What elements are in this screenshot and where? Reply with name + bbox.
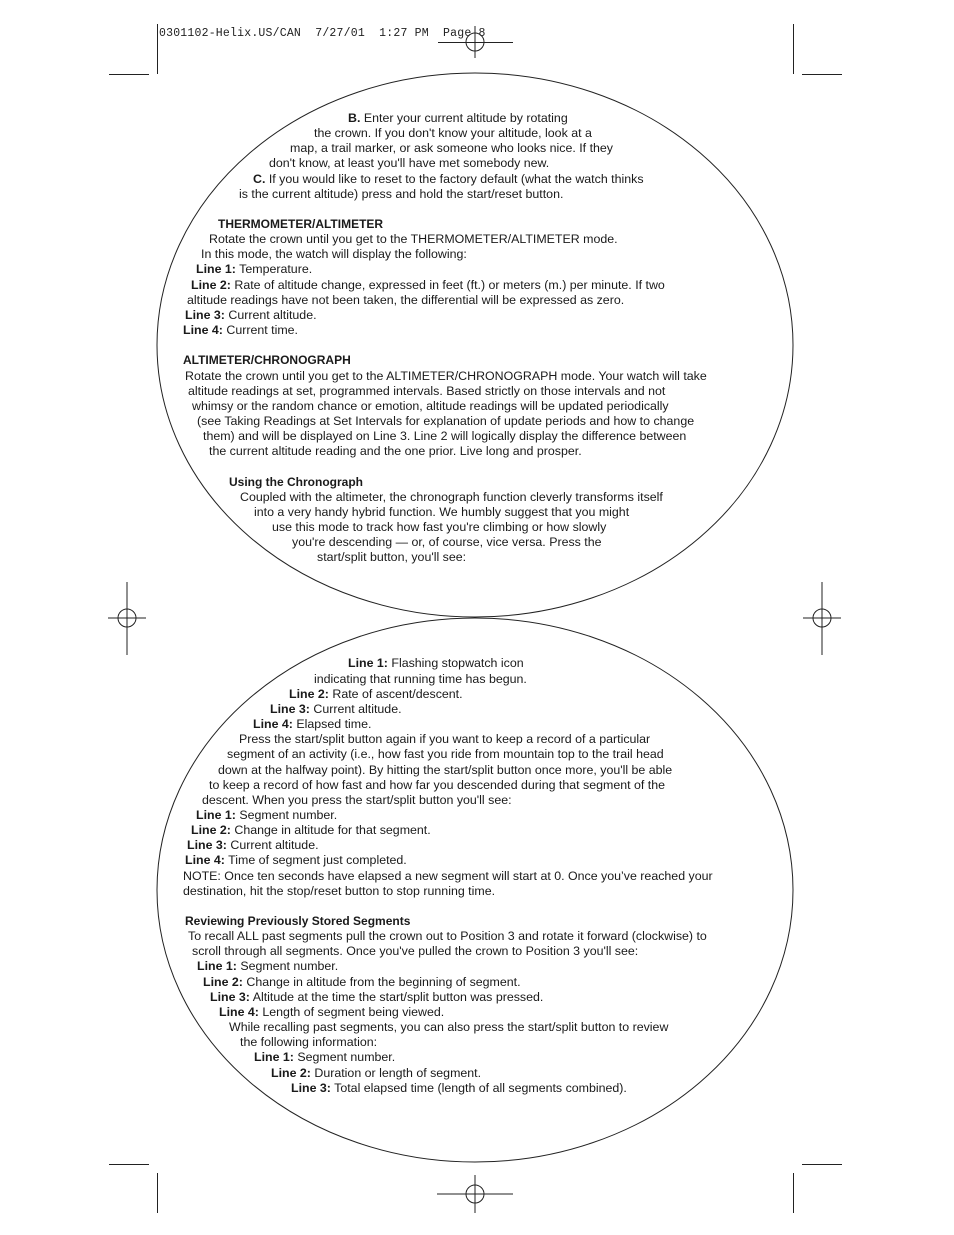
text-line: Line 4: Time of segment just completed. — [185, 853, 407, 867]
text-line: segment of an activity (i.e., how fast you ride from mountain top to the trail head — [227, 747, 664, 761]
text-line: down at the halfway point). By hitting the start/split button once more, you'll be able — [218, 763, 673, 777]
text-line: Line 1: Temperature. — [196, 262, 313, 276]
text-line: into a very handy hybrid function. We humbly suggest that you might — [254, 505, 630, 519]
text-line: the following information: — [240, 1035, 378, 1049]
text-line: indicating that running time has begun. — [314, 672, 527, 686]
text-line: Line 2: Rate of ascent/descent. — [289, 687, 463, 701]
text-line: Line 1: Segment number. — [197, 959, 339, 973]
text-line: Line 1: Flashing stopwatch icon — [348, 656, 524, 670]
text-line: map, a trail marker, or ask someone who looks nice. If they — [290, 141, 613, 155]
text-line: Line 3: Current altitude. — [185, 308, 317, 322]
text-line: Line 2: Rate of altitude change, expressed in feet (ft.) or meters (m.) per minute. If two — [191, 278, 665, 292]
text-line: whimsy or the random chance or emotion, altitude readings will be updated periodically — [192, 399, 669, 413]
registration-mark-top — [466, 26, 484, 58]
text-line: Line 2: Change in altitude for that segment. — [191, 823, 431, 837]
registration-mark-bottom — [437, 1175, 513, 1213]
text-line: Line 3: Current altitude. — [187, 838, 319, 852]
text-line: Line 1: Segment number. — [196, 808, 338, 822]
section-heading: Reviewing Previously Stored Segments — [185, 914, 411, 928]
text-line: Line 3: Altitude at the time the start/split button was pressed. — [210, 990, 544, 1004]
text-line: to keep a record of how fast and how far you descended during that segment of the — [209, 778, 665, 792]
registration-mark-right — [803, 582, 841, 655]
text-line: Press the start/split button again if you want to keep a record of a particular — [239, 732, 651, 746]
text-line: (see Taking Readings at Set Intervals for explanation of update periods and how to change — [197, 414, 695, 428]
text-line: Line 3: Current altitude. — [270, 702, 402, 716]
text-line: Rotate the crown until you get to the THERMOMETER/ALTIMETER mode. — [209, 232, 618, 246]
text-line: NOTE: Once ten seconds have elapsed a new segment will start at 0. Once you’ve reached your — [183, 869, 713, 883]
text-line: altitude readings have not been taken, the differential will be expressed as zero. — [187, 293, 625, 307]
text-line: Line 2: Duration or length of segment. — [271, 1066, 482, 1080]
registration-mark-left — [108, 582, 146, 655]
text-line: Line 3: Total elapsed time (length of all segments combined). — [291, 1081, 627, 1095]
slug-header: 0301102-Helix.US/CAN 7/27/01 1:27 PM Page 8 — [159, 27, 486, 40]
text-line: Line 1: Segment number. — [254, 1050, 396, 1064]
text-line: Line 4: Elapsed time. — [253, 717, 372, 731]
text-line: B. Enter your current altitude by rotating — [348, 111, 568, 125]
text-line: In this mode, the watch will display the following: — [201, 247, 467, 261]
text-line: don't know, at least you'll have met somebody new. — [269, 156, 550, 170]
text-line: Line 4: Length of segment being viewed. — [219, 1005, 445, 1019]
text-line: descent. When you press the start/split button you'll see: — [202, 793, 512, 807]
text-line: C. If you would like to reset to the factory default (what the watch thinks — [253, 172, 644, 186]
section-heading: THERMOMETER/ALTIMETER — [218, 217, 384, 231]
text-line: the crown. If you don't know your altitude, look at a — [314, 126, 592, 140]
text-line: To recall ALL past segments pull the crown out to Position 3 and rotate it forward (clockwise) to — [188, 929, 707, 943]
text-line: While recalling past segments, you can also press the start/split button to review — [229, 1020, 669, 1034]
text-line: is the current altitude) press and hold the start/reset button. — [239, 187, 564, 201]
text-line: scroll through all segments. Once you've pulled the crown to Position 3 you'll see: — [192, 944, 639, 958]
text-line: Line 2: Change in altitude from the beginning of segment. — [203, 975, 521, 989]
text-line: Coupled with the altimeter, the chronograph function cleverly transforms itself — [240, 490, 663, 504]
text-line: them) and will be displayed on Line 3. Line 2 will logically display the difference between — [203, 429, 687, 443]
section-heading: Using the Chronograph — [229, 475, 363, 489]
text-line: the current altitude reading and the one prior. Live long and prosper. — [209, 444, 582, 458]
text-line: Rotate the crown until you get to the ALTIMETER/CHRONOGRAPH mode. Your watch will take — [185, 369, 707, 383]
text-line: destination, hit the stop/reset button to stop running time. — [183, 884, 496, 898]
text-line: altitude readings at set, programmed intervals. Based strictly on those intervals and not — [188, 384, 666, 398]
text-line: you're descending — or, of course, vice versa. Press the — [292, 535, 602, 549]
section-heading: ALTIMETER/CHRONOGRAPH — [183, 353, 351, 367]
text-line: use this mode to track how fast you're climbing or how slowly — [272, 520, 607, 534]
text-line: Line 4: Current time. — [183, 323, 298, 337]
text-line: start/split button, you'll see: — [317, 550, 467, 564]
